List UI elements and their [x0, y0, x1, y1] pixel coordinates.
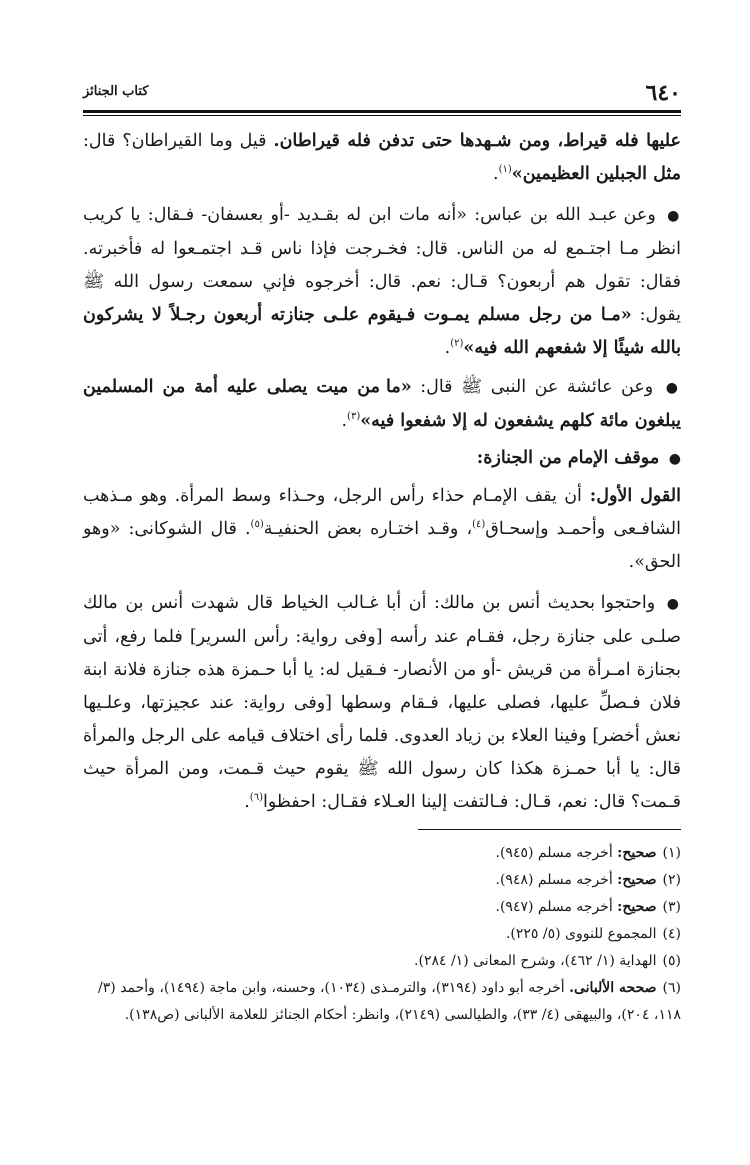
footnote-text: أخرجه مسلم (٩٤٥). [495, 845, 618, 861]
paragraph-3 [83, 371, 681, 438]
footnote-item [83, 840, 681, 867]
opinion-label: القول الأول: [581, 486, 681, 506]
header-rule-thin [83, 115, 681, 116]
footnote-ref: (٦) [249, 792, 263, 804]
footnote-text: أخرجه أبو داود (٣١٩٤)، والترمـذى (١٠٣٤)، وحسنه، وابن ماجة (١٤٩٤)، وأحمد (٣/ ١١٨، ٢٠٤)، والبيهقى (٤/ ٣٣)، والطيالسى (٢١٤٩)، وانظر: أحكام الجنائز للعلامة الألبانى (ص١٣٨). [98, 980, 681, 1023]
footnote-item [83, 867, 681, 894]
footnote-number: (١) [662, 845, 681, 861]
section-title: كتاب الجنائز [83, 84, 149, 99]
paragraph-5 [83, 480, 681, 579]
footnote-number: (٤) [662, 926, 681, 942]
footnotes [83, 840, 681, 1029]
paragraph-2 [83, 199, 681, 365]
footnote-grade: صححه الألبانى. [569, 980, 657, 996]
hadith-text: عليها فله قيراط، ومن شـهدها حتى تدفن فله قيراطان. [273, 131, 681, 151]
main-text [83, 125, 681, 819]
period: . [341, 411, 348, 431]
page-header [83, 80, 681, 108]
footnote-text: أخرجه مسلم (٩٤٨). [495, 872, 618, 888]
period: . [493, 164, 499, 184]
header-rule-thick [83, 110, 681, 113]
paragraph-1 [83, 125, 681, 191]
footnote-number: (٣) [662, 899, 681, 915]
body-text: وعن عبـد الله بن عباس: «أنه مات ابن له بقـديد -أو بعسفان- فـقال: يا كريب انظر مـا اجتـمع له من الناس. قال: فخـرجت فإذا ناس قـد اجتمـعوا له فأخبرته. فقال: تقول هم أربعون؟ قـال: نعم. قال: أخرجوه فإني سمعت رسول الله ﷺ يقول: [83, 205, 682, 325]
footnote-number: (٥) [662, 953, 681, 969]
footnote-item [83, 975, 681, 1029]
period: . [244, 792, 250, 812]
hadith-text: مثل الجبلين العظيمين» [511, 164, 681, 184]
footnote-grade: صحيح: [617, 872, 657, 888]
paragraph-6 [83, 587, 681, 819]
page-number: ٦٤٠ [645, 80, 681, 106]
footnote-text: المجموع للنووى (٥/ ٢٢٥). [505, 926, 657, 942]
subheading-text: موقف الإمام من الجنازة: [476, 448, 660, 468]
footnote-ref: (٢) [450, 338, 464, 350]
footnote-item [83, 948, 681, 975]
body-text: ، وقـد اختـاره بعض الحنفيـة [263, 519, 473, 539]
footnote-item [83, 894, 681, 921]
hadith-text: «ما من ميت يصلى عليه أمة من المسلمين يبلغون مائة كلهم يشفعون له إلا شفعوا فيه» [83, 377, 681, 431]
body-text: وعن عائشة عن النبى ﷺ قال: [411, 377, 654, 397]
period: . [444, 338, 451, 358]
footnote-grade: صحيح: [617, 845, 657, 861]
body-text: واحتجوا بحديث أنس بن مالك: أن أبا غـالب الخياط قال شهدت أنس بن مالك صلـى على جنازة رجل، فقـام عند رأسه [وفى رواية: رأس السرير] فلما رفع، أتى بجنازة امـرأة من قريش -أو من الأنصار- فـقيل له: يا أبا حـمزة هذه جنازة فلانة ابنة فلان فـصلِّ عليها، فصلى عليها، فـقام وسطها [وفى رواية: عند عجيزتها، وعلـيها نعش أخضر] وفينا العلاء بن زياد العدوى. فلما رأى اختلاف قيامه على الرجل والمرأة قال: يا أبا حمـزة هكذا كان رسول الله ﷺ يقوم حيث قـمت، ومن المرأة حيث قـمت؟ قال: نعم، قـال: فـالتفت إلينا العـلاء فقـال: احفظوا [83, 593, 681, 812]
footnote-ref: (٣) [347, 411, 361, 423]
footnote-ref: (٥) [250, 519, 264, 531]
footnote-grade: صحيح: [617, 899, 657, 915]
bullet-icon: ● [668, 451, 681, 467]
body-text: قيل وما القيراطان؟ قال: [83, 131, 274, 151]
bullet-icon: ● [665, 380, 681, 396]
footnote-text: الهداية (١/ ٤٦٢)، وشرح المعانى (١/ ٢٨٤). [414, 953, 657, 969]
footnote-ref: (٤) [472, 519, 486, 531]
subheading [83, 442, 681, 476]
bullet-icon: ● [666, 596, 681, 612]
footnote-text: أخرجه مسلم (٩٤٧). [495, 899, 618, 915]
footnote-ref: (١) [498, 164, 512, 176]
footnote-separator [418, 829, 681, 830]
bullet-icon: ● [667, 208, 681, 224]
footnote-item [83, 921, 681, 948]
hadith-text: «مـا من رجل مسلم يمـوت فـيقوم علـى جنازته أربعون رجـلاً لا يشركون بالله شيئًا إلا شفعهم الله فيه» [83, 305, 681, 358]
body-text: أن يقف الإمـام حذاء رأس الرجل، وحـذاء وسط المرأة. وهو مـذهب الشافـعى وأحمـد وإسحـاق [83, 486, 681, 539]
footnote-number: (٢) [662, 872, 681, 888]
body-text: . قال الشوكانى: «وهو الحق». [83, 519, 681, 572]
footnote-number: (٦) [662, 980, 681, 996]
